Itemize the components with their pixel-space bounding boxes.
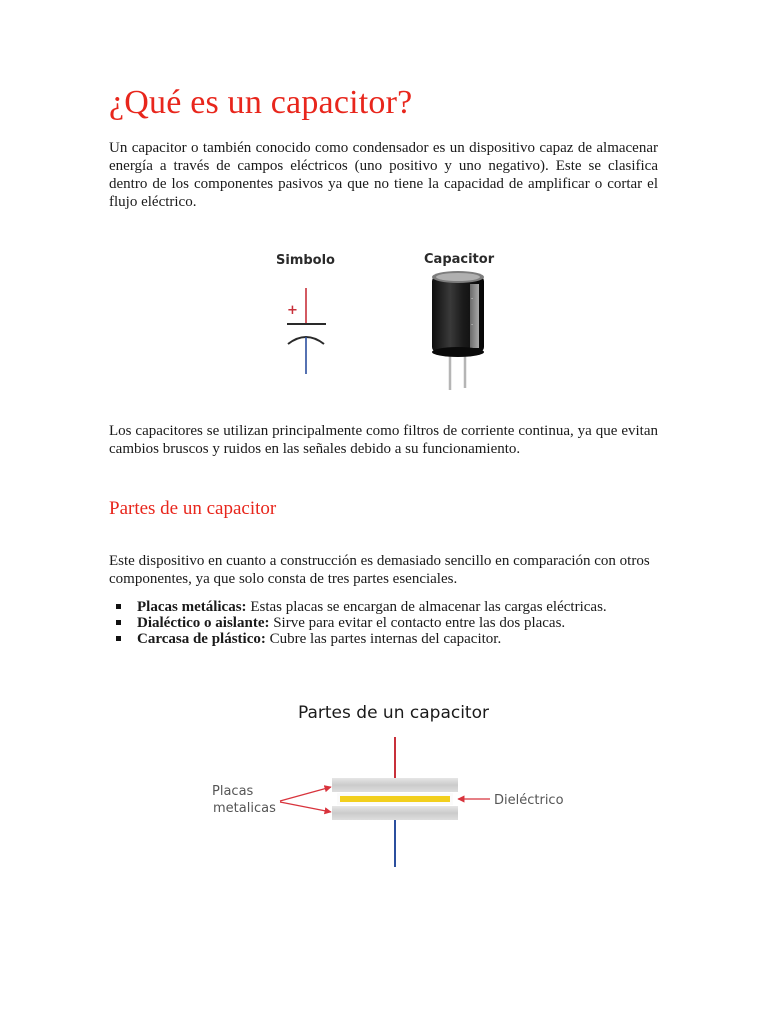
parts-list bbox=[116, 599, 607, 647]
top-plate bbox=[332, 778, 458, 792]
electrolytic-capacitor-icon bbox=[432, 271, 484, 390]
plate-arrow-bottom bbox=[280, 802, 331, 812]
positive-sign: + bbox=[287, 303, 298, 318]
part-description: Cubre las partes internas del capacitor. bbox=[265, 631, 502, 647]
list-item bbox=[116, 599, 607, 615]
dielectric-label: Dieléctrico bbox=[494, 793, 564, 808]
plate-arrow-top bbox=[280, 787, 331, 801]
bullet-icon bbox=[116, 636, 121, 641]
parts-intro-paragraph: Este dispositivo en cuanto a construcción es demasiado sencillo en comparación con otros componentes, ya que solo consta de tres partes esenciales. bbox=[109, 553, 650, 587]
part-term: Carcasa de plástico: bbox=[137, 631, 266, 647]
section-title: Partes de un capacitor bbox=[109, 498, 277, 519]
plates-label-line2: metalicas bbox=[213, 801, 276, 816]
symbol-label: Simbolo bbox=[276, 253, 335, 268]
plates-label-line1: Placas bbox=[212, 784, 254, 799]
capacitor-symbol-icon bbox=[287, 288, 326, 374]
part-description: Estas placas se encargan de almacenar las cargas eléctricas. bbox=[246, 599, 607, 615]
bullet-icon bbox=[116, 604, 121, 609]
intro-paragraph: Un capacitor o también conocido como condensador es un dispositivo capaz de almacenar energía a través de campos eléctricos (uno positivo y uno negativo). Este se clasifica dentro de los componentes pasivos ya que no tiene la capacidad de amplificar o cortar el flujo eléctrico. bbox=[109, 140, 658, 210]
uses-paragraph: Los capacitores se utilizan principalmente como filtros de corriente continua, ya que evitan cambios bruscos y ruidos en las señales debido a su funcionamiento. bbox=[109, 423, 658, 457]
capacitor-parts-figure bbox=[200, 695, 590, 875]
symbol-and-capacitor-illustration bbox=[260, 240, 520, 400]
symbol-and-capacitor-figure bbox=[260, 240, 520, 400]
capacitor-label: Capacitor bbox=[424, 252, 495, 267]
part-description: Sirve para evitar el contacto entre las dos placas. bbox=[269, 615, 566, 631]
svg-text:-: - bbox=[471, 321, 474, 328]
svg-text:-: - bbox=[471, 295, 474, 302]
page-title: ¿Qué es un capacitor? bbox=[109, 84, 413, 121]
list-item bbox=[116, 615, 607, 631]
list-item bbox=[116, 631, 607, 647]
capacitor-parts-diagram bbox=[200, 695, 590, 875]
part-term: Placas metálicas: bbox=[137, 599, 247, 615]
diagram-title: Partes de un capacitor bbox=[298, 703, 489, 723]
bottom-plate bbox=[332, 806, 458, 820]
bullet-icon bbox=[116, 620, 121, 625]
dielectric-layer bbox=[340, 796, 450, 802]
part-term: Dialéctico o aislante: bbox=[137, 615, 270, 631]
